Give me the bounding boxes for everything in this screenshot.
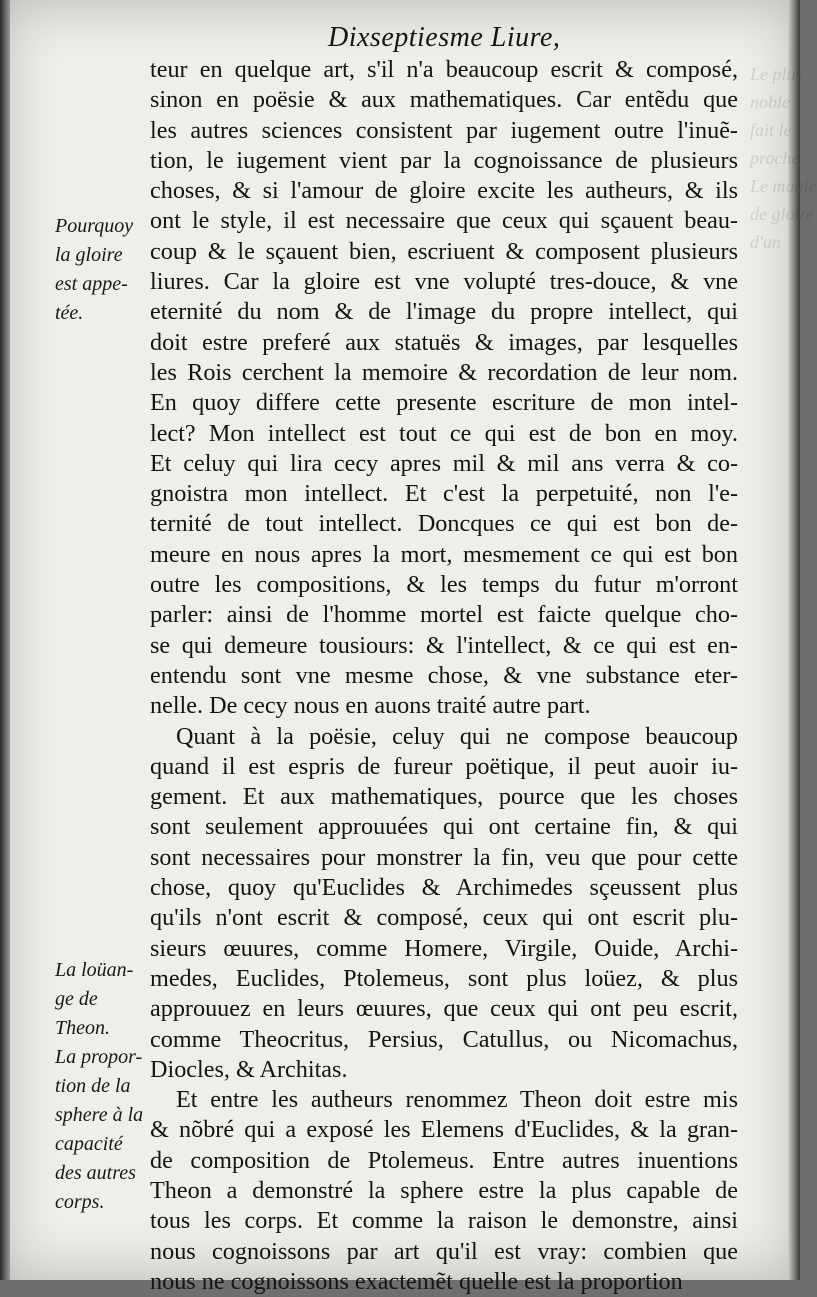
- margin-note-theon-praise: [55, 956, 150, 1043]
- page-gutter-shadow: [0, 0, 10, 1280]
- text-line: les autres sciences consistent par iugement outre l'inuẽ-: [150, 116, 738, 144]
- margin-note-line: La loüan-: [55, 959, 134, 981]
- text-line: les Rois cerchent la memoire & recordation de leur nom.: [150, 358, 738, 386]
- margin-note-line: Pourquoy: [55, 215, 134, 237]
- show-through-line: Le plus: [750, 64, 803, 84]
- show-through-line: fait le: [750, 120, 792, 140]
- text-line: nelle. De cecy nous en auons traité autre part.: [150, 692, 591, 720]
- running-title: Dixseptiesme Liure,: [328, 22, 561, 53]
- text-line: sieurs œuures, comme Homere, Virgile, Ouide, Archi-: [150, 934, 738, 962]
- text-line: approuuez en leurs œuures, que ceux qui ont peu escrit,: [150, 995, 738, 1023]
- text-line: & nõbré qui a exposé les Elemens d'Euclides, & la gran-: [150, 1116, 738, 1144]
- show-through-line: d'un: [750, 232, 781, 252]
- main-text-block: [150, 55, 738, 1297]
- margin-note-line: tée.: [55, 302, 84, 324]
- text-line: liures. Car la gloire est vne volupté tres-douce, & vne: [150, 268, 738, 296]
- text-line: lect? Mon intellect est tout ce qui est de bon en moy.: [150, 419, 738, 447]
- text-line: tion, le iugement vient par la cognoissance de plusieurs: [150, 146, 738, 174]
- margin-note-line: La propor-: [55, 1046, 143, 1068]
- text-line: teur en quelque art, s'il n'a beaucoup escrit & composé,: [150, 56, 738, 83]
- margin-note-line: des autres: [55, 1162, 136, 1184]
- text-line: Et entre les autheurs renommez Theon doit estre mis: [176, 1086, 738, 1114]
- show-through-line: proche: [750, 148, 800, 168]
- margin-note-line: tion de la: [55, 1075, 131, 1097]
- text-line: Et celuy qui lira cecy apres mil & mil ans verra & co-: [150, 449, 738, 477]
- text-line: comme Theocritus, Persius, Catullus, ou Nicomachus,: [150, 1025, 738, 1053]
- text-line: sinon en poësie & aux mathematiques. Car entẽdu que: [150, 86, 738, 114]
- text-line: nous cognoissons par art qu'il est vray: combien que: [150, 1237, 738, 1265]
- text-line: choses, & si l'amour de gloire excite les autheurs, & ils: [150, 177, 738, 205]
- text-line: gement. Et aux mathematiques, pource que les choses: [150, 783, 738, 811]
- text-line: de composition de Ptolemeus. Entre autres inuentions: [150, 1146, 738, 1174]
- margin-note-line: est appe-: [55, 273, 128, 295]
- show-through-line: noble: [750, 92, 790, 112]
- text-line: Theon a demonstré la sphere estre la plus capable de: [150, 1176, 738, 1204]
- text-line: tous les corps. Et comme la raison le demonstre, ainsi: [150, 1207, 738, 1235]
- text-line: parler: ainsi de l'homme mortel est faicte quelque cho-: [150, 601, 738, 629]
- margin-note-sphere-proportion: [55, 1043, 150, 1217]
- text-line: gnoistra mon intellect. Et c'est la perpetuité, non l'e-: [150, 480, 738, 508]
- text-line: sont necessaires pour monstrer la fin, veu que pour cette: [150, 843, 738, 871]
- show-through-text: [750, 60, 817, 256]
- text-line: se qui demeure tousiours: & l'intellect, & ce qui est en-: [150, 631, 738, 659]
- margin-note-glory: [55, 212, 150, 328]
- show-through-line: Le manie: [750, 176, 817, 196]
- text-line: quand il est espris de fureur poëtique, il peut auoir iu-: [150, 752, 738, 780]
- text-line: Quant à la poësie, celuy qui ne compose beaucoup: [176, 722, 738, 750]
- text-line: chose, quoy qu'Euclides & Archimedes sçeussent plus: [150, 874, 738, 902]
- margin-note-line: capacité: [55, 1133, 123, 1155]
- text-line: ont le style, il est necessaire que ceux qui sçauent beau-: [150, 207, 738, 235]
- text-line: outre les compositions, & les temps du futur m'orront: [150, 571, 738, 599]
- margin-note-line: la gloire: [55, 244, 123, 266]
- text-line: Diocles, & Architas.: [150, 1055, 348, 1083]
- margin-note-line: sphere à la: [55, 1104, 144, 1126]
- margin-note-line: ge de: [55, 988, 98, 1010]
- text-line: En quoy differe cette presente escriture de mon intel-: [150, 389, 738, 417]
- text-line: doit estre preferé aux statuës & images, par lesquelles: [150, 328, 738, 356]
- text-line: sont seulement approuuées qui ont certaine fin, & qui: [150, 813, 738, 841]
- text-line: ternité de tout intellect. Doncques ce qui est bon de-: [150, 510, 738, 538]
- text-line: nous ne cognoissons exactemẽt quelle est la proportion: [150, 1267, 683, 1295]
- text-line: qu'ils n'ont escrit & composé, ceux qui ont escrit plu-: [150, 904, 738, 932]
- text-line: meure en nous apres la mort, mesmement ce qui est bon: [150, 540, 738, 568]
- text-line: entendu sont vne mesme chose, & vne substance eter-: [150, 661, 738, 689]
- margin-note-line: Theon.: [55, 1017, 110, 1039]
- text-line: eternité du nom & de l'image du propre intellect, qui: [150, 298, 738, 326]
- show-through-line: de gloire: [750, 204, 814, 224]
- text-line: medes, Euclides, Ptolemeus, sont plus loüez, & plus: [150, 964, 738, 992]
- margin-note-line: corps.: [55, 1191, 105, 1213]
- text-line: coup & le sçauent bien, escriuent & composent plusieurs: [150, 237, 738, 265]
